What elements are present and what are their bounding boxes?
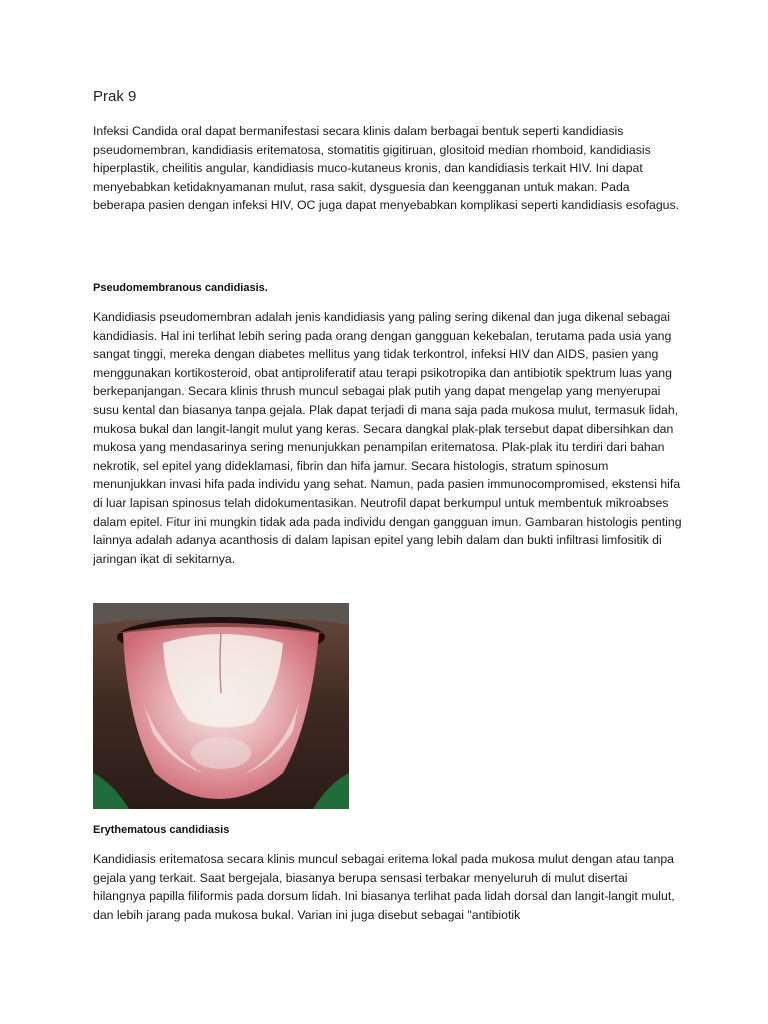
section-paragraph-erythematous: Kandidiasis eritematosa secara klinis muncul sebagai eritema lokal pada mukosa mulut dengan atau tanpa gejala yang terkait. Saat bergejala, biasanya berupa sensasi terbakar menyeluruh di mulut disertai hilangnya papilla filiformis pada dorsum lidah. Ini biasanya terlihat pada lidah dorsal dan langit-langit mulut, dan lebih jarang pada mukosa bukal. Varian ini juga disebut sebagai "antibiotik — [93, 852, 675, 922]
page-title: Prak 9 — [93, 88, 137, 105]
section-heading-erythematous: Erythematous candidiasis — [93, 824, 230, 836]
section-heading-pseudomembranous: Pseudomembranous candidiasis. — [93, 282, 268, 294]
section-paragraph-pseudomembranous: Kandidiasis pseudomembran adalah jenis kandidiasis yang paling sering dikenal dan juga dikenal sebagai kandidiasis. Hal ini terlihat lebih sering pada orang dengan gangguan kekebalan, terutama pada usia yang sangat tinggi, mereka dengan diabetes mellitus yang tidak terkontrol, infeksi HIV dan AIDS, pasien yang menggunakan kortikosteroid, obat antiproliferatif atau terapi psikotropika dan antibiotik spektrum luas yang berkepanjangan. Secara klinis thrush muncul sebagai plak putih yang dapat mengelap yang menyerupai susu kental dan biasanya tanpa gejala. Plak dapat terjadi di mana saja pada mukosa mulut, termasuk lidah, mukosa bukal dan langit-langit mulut yang keras. Secara dangkal plak-plak tersebut dapat dibersihkan dan mukosa yang mendasarinya sering menunjukkan penampilan eritematosa. Plak-plak itu terdiri dari bahan nekrotik, sel epitel yang dideklamasi, fibrin dan hifa jamur. Secara histologis, stratum spinosum menunjukkan invasi hifa pada individu yang sehat. Namun, pada pasien immunocompromised, ekstensi hifa di luar lapisan spinosus telah didokumentasikan. Neutrofil dapat berkumpul untuk membentuk mikroabses dalam epitel. Fitur ini mungkin tidak ada pada individu dengan gangguan imun. Gambaran histologis penting lainnya adalah adanya acanthosis di dalam lapisan epitel yang lebih dalam dan bukti infiltrasi limfositik di jaringan ikat di sekitarnya. — [93, 310, 682, 566]
intro-paragraph: Infeksi Candida oral dapat bermanifestasi secara klinis dalam berbagai bentuk seperti kandidiasis pseudomembran, kandidiasis eritematosa, stomatitis gigitiruan, glositoid median rhomboid, kandidiasis hiperplastik, cheilitis angular, kandidiasis muco-kutaneus kronis, dan kandidiasis terkait HIV. Ini dapat menyebabkan ketidaknyamanan mulut, rasa sakit, dysguesia dan keengganan untuk makan. Pada beberapa pasien dengan infeksi HIV, OC juga dapat menyebabkan komplikasi seperti kandidiasis esofagus. — [93, 124, 680, 213]
tongue-candidiasis-photo — [93, 603, 349, 809]
